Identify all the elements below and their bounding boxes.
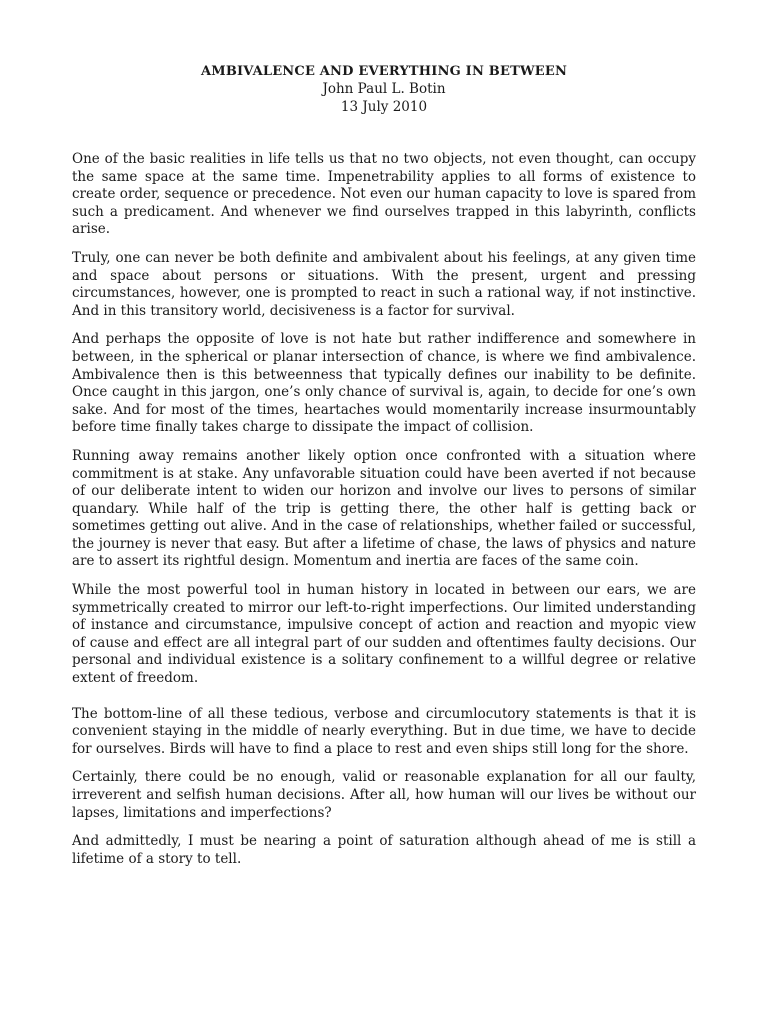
document-author: John Paul L. Botin <box>322 81 446 97</box>
document-body <box>72 151 696 879</box>
paragraph-2: Truly, one can never be both definite and ambivalent about his feelings, at any given time and space about persons or situations. With the present, urgent and pressing circumstances, however, one is prompted to react in such a rational way, if not instinctive. And in this transitory world, decisiveness is a factor for survival. <box>72 249 696 319</box>
paragraph-5: While the most powerful tool in human history in located in between our ears, we are symmetrically created to mirror our left-to-right imperfections. Our limited understanding of instance and circumstance, impulsive concept of action and reaction and myopic view of cause and effect are all integral part of our sudden and oftentimes faulty decisions. Our personal and individual existence is a solitary confinement to a willful degree or relative extent of freedom. <box>72 582 696 687</box>
paragraph-6: The bottom-line of all these tedious, verbose and circumlocutory statements is that it is convenient staying in the middle of nearly everything. But in due time, we have to decide for ourselves. Birds will have to find a place to rest and even ships still long for the shore. <box>72 705 696 757</box>
paragraph-1: One of the basic realities in life tells us that no two objects, not even thought, can occupy the same space at the same time. Impenetrability applies to all forms of existence to create order, sequence or precedence. Not even our human capacity to love is spared from such a predicament. And whenever we find ourselves trapped in this labyrinth, conflicts arise. <box>72 151 696 238</box>
paragraph-7: Certainly, there could be no enough, valid or reasonable explanation for all our faulty, irreverent and selfish human decisions. After all, how human will our lives be without our lapses, limitations and imperfections? <box>72 769 696 821</box>
document-date: 13 July 2010 <box>340 99 428 115</box>
document-title: AMBIVALENCE AND EVERYTHING IN BETWEEN <box>200 64 568 79</box>
document-header <box>0 64 768 116</box>
paragraph-8: And admittedly, I must be nearing a point of saturation although ahead of me is still a lifetime of a story to tell. <box>72 833 696 867</box>
paragraph-4: Running away remains another likely option once confronted with a situation where commitment is at stake. Any unfavorable situation could have been averted if not because of our deliberate intent to widen our horizon and involve our lives to persons of similar quandary. While half of the trip is getting there, the other half is getting back or sometimes getting out alive. And in the case of relationships, whether failed or successful, the journey is never that easy. But after a lifetime of chase, the laws of physics and nature are to assert its rightful design. Momentum and inertia are faces of the same coin. <box>72 447 696 570</box>
paragraph-3: And perhaps the opposite of love is not hate but rather indifference and somewhere in between, in the spherical or planar intersection of chance, is where we find ambivalence. Ambivalence then is this betweenness that typically defines our inability to be definite. Once caught in this jargon, one’s only chance of survival is, again, to decide for one’s own sake. And for most of the times, heartaches would momentarily increase insurmountably before time finally takes charge to dissipate the impact of collision. <box>72 331 696 436</box>
